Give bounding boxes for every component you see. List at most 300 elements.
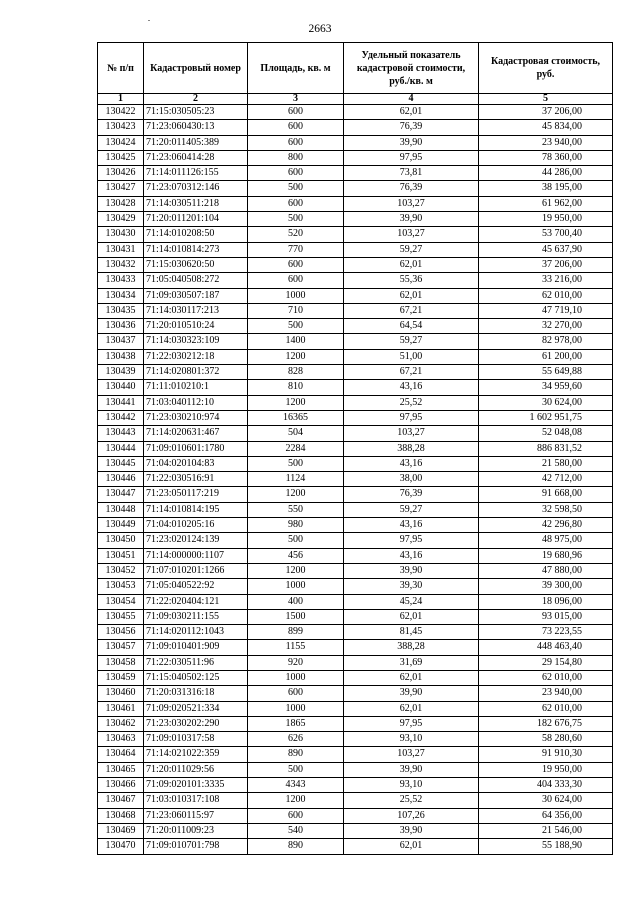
cadastral-value-cell: 19 950,00 bbox=[479, 212, 613, 227]
area-cell: 1000 bbox=[248, 701, 344, 716]
unit-value-cell: 25,52 bbox=[344, 793, 479, 808]
table-row bbox=[98, 288, 613, 303]
area-cell: 500 bbox=[248, 319, 344, 334]
row-number-cell: 130460 bbox=[98, 686, 144, 701]
cadastral-number-cell: 71:20:011201:104 bbox=[144, 212, 248, 227]
table-row bbox=[98, 716, 613, 731]
cadastral-number-cell: 71:03:040112:10 bbox=[144, 395, 248, 410]
area-cell: 600 bbox=[248, 196, 344, 211]
table-row bbox=[98, 502, 613, 517]
area-cell: 600 bbox=[248, 120, 344, 135]
row-number-cell: 130435 bbox=[98, 303, 144, 318]
table-row bbox=[98, 426, 613, 441]
table-row bbox=[98, 257, 613, 272]
cadastral-number-cell: 71:09:010401:909 bbox=[144, 640, 248, 655]
row-number-cell: 130433 bbox=[98, 273, 144, 288]
cadastral-number-cell: 71:20:011029:56 bbox=[144, 762, 248, 777]
table-row bbox=[98, 839, 613, 854]
row-number-cell: 130453 bbox=[98, 579, 144, 594]
table-row bbox=[98, 150, 613, 165]
row-number-cell: 130467 bbox=[98, 793, 144, 808]
table-row bbox=[98, 472, 613, 487]
cadastral-value-cell: 62 010,00 bbox=[479, 670, 613, 685]
cadastral-value-cell: 37 206,00 bbox=[479, 257, 613, 272]
area-cell: 400 bbox=[248, 594, 344, 609]
cadastral-number-cell: 71:07:010201:1266 bbox=[144, 563, 248, 578]
cadastral-number-cell: 71:04:010205:16 bbox=[144, 518, 248, 533]
row-number-cell: 130438 bbox=[98, 349, 144, 364]
area-cell: 980 bbox=[248, 518, 344, 533]
unit-value-cell: 62,01 bbox=[344, 288, 479, 303]
area-cell: 600 bbox=[248, 166, 344, 181]
row-number-cell: 130468 bbox=[98, 808, 144, 823]
table-row bbox=[98, 196, 613, 211]
table-row bbox=[98, 762, 613, 777]
cadastral-value-cell: 61 962,00 bbox=[479, 196, 613, 211]
row-number-cell: 130457 bbox=[98, 640, 144, 655]
table-row bbox=[98, 410, 613, 425]
unit-value-cell: 67,21 bbox=[344, 365, 479, 380]
cadastral-number-cell: 71:09:010317:58 bbox=[144, 732, 248, 747]
cadastral-number-cell: 71:22:030516:91 bbox=[144, 472, 248, 487]
cadastral-number-cell: 71:14:010208:50 bbox=[144, 227, 248, 242]
table-row bbox=[98, 120, 613, 135]
table-row bbox=[98, 365, 613, 380]
cadastral-value-cell: 93 015,00 bbox=[479, 609, 613, 624]
unit-value-cell: 93,10 bbox=[344, 778, 479, 793]
unit-value-cell: 51,00 bbox=[344, 349, 479, 364]
unit-value-cell: 59,27 bbox=[344, 502, 479, 517]
column-number: 5 bbox=[479, 94, 613, 105]
table-row bbox=[98, 456, 613, 471]
area-cell: 1200 bbox=[248, 395, 344, 410]
area-cell: 1500 bbox=[248, 609, 344, 624]
unit-value-cell: 93,10 bbox=[344, 732, 479, 747]
row-number-cell: 130424 bbox=[98, 135, 144, 150]
cadastral-value-cell: 42 712,00 bbox=[479, 472, 613, 487]
row-number-cell: 130450 bbox=[98, 533, 144, 548]
unit-value-cell: 43,16 bbox=[344, 456, 479, 471]
row-number-cell: 130439 bbox=[98, 365, 144, 380]
header-cadastral-number: Кадастровый номер bbox=[144, 43, 248, 94]
row-number-cell: 130452 bbox=[98, 563, 144, 578]
table-row bbox=[98, 548, 613, 563]
table-row bbox=[98, 518, 613, 533]
cadastral-value-cell: 53 700,40 bbox=[479, 227, 613, 242]
column-number-row bbox=[98, 94, 613, 105]
cadastral-value-cell: 62 010,00 bbox=[479, 701, 613, 716]
area-cell: 500 bbox=[248, 181, 344, 196]
cadastral-number-cell: 71:20:010510:24 bbox=[144, 319, 248, 334]
area-cell: 540 bbox=[248, 823, 344, 838]
unit-value-cell: 39,90 bbox=[344, 762, 479, 777]
unit-value-cell: 62,01 bbox=[344, 701, 479, 716]
unit-value-cell: 62,01 bbox=[344, 257, 479, 272]
row-number-cell: 130447 bbox=[98, 487, 144, 502]
unit-value-cell: 45,24 bbox=[344, 594, 479, 609]
row-number-cell: 130427 bbox=[98, 181, 144, 196]
cadastral-number-cell: 71:09:030507:187 bbox=[144, 288, 248, 303]
cadastral-number-cell: 71:14:021022:359 bbox=[144, 747, 248, 762]
cadastral-number-cell: 71:14:030117:213 bbox=[144, 303, 248, 318]
area-cell: 626 bbox=[248, 732, 344, 747]
unit-value-cell: 388,28 bbox=[344, 441, 479, 456]
unit-value-cell: 107,26 bbox=[344, 808, 479, 823]
cadastral-number-cell: 71:20:011009:23 bbox=[144, 823, 248, 838]
cadastral-value-cell: 47 719,10 bbox=[479, 303, 613, 318]
cadastral-number-cell: 71:04:020104:83 bbox=[144, 456, 248, 471]
unit-value-cell: 39,30 bbox=[344, 579, 479, 594]
table-row bbox=[98, 823, 613, 838]
unit-value-cell: 39,90 bbox=[344, 823, 479, 838]
unit-value-cell: 76,39 bbox=[344, 181, 479, 196]
cadastral-number-cell: 71:22:020404:121 bbox=[144, 594, 248, 609]
column-number: 1 bbox=[98, 94, 144, 105]
header-area: Площадь, кв. м bbox=[248, 43, 344, 94]
cadastral-number-cell: 71:20:031316:18 bbox=[144, 686, 248, 701]
unit-value-cell: 39,90 bbox=[344, 135, 479, 150]
cadastral-number-cell: 71:23:050117:219 bbox=[144, 487, 248, 502]
unit-value-cell: 62,01 bbox=[344, 670, 479, 685]
row-number-cell: 130451 bbox=[98, 548, 144, 563]
cadastral-value-cell: 91 668,00 bbox=[479, 487, 613, 502]
table-row bbox=[98, 701, 613, 716]
unit-value-cell: 39,90 bbox=[344, 212, 479, 227]
area-cell: 4343 bbox=[248, 778, 344, 793]
cadastral-value-cell: 62 010,00 bbox=[479, 288, 613, 303]
cadastral-value-cell: 33 216,00 bbox=[479, 273, 613, 288]
unit-value-cell: 81,45 bbox=[344, 625, 479, 640]
cadastral-number-cell: 71:14:030323:109 bbox=[144, 334, 248, 349]
row-number-cell: 130469 bbox=[98, 823, 144, 838]
table-row bbox=[98, 227, 613, 242]
cadastral-number-cell: 71:14:020801:372 bbox=[144, 365, 248, 380]
table-row bbox=[98, 670, 613, 685]
row-number-cell: 130425 bbox=[98, 150, 144, 165]
table-row bbox=[98, 487, 613, 502]
table-row bbox=[98, 808, 613, 823]
cadastral-number-cell: 71:23:060430:13 bbox=[144, 120, 248, 135]
cadastral-value-cell: 18 096,00 bbox=[479, 594, 613, 609]
unit-value-cell: 59,27 bbox=[344, 242, 479, 257]
cadastral-value-cell: 23 940,00 bbox=[479, 686, 613, 701]
row-number-cell: 130434 bbox=[98, 288, 144, 303]
unit-value-cell: 38,00 bbox=[344, 472, 479, 487]
cadastral-value-cell: 82 978,00 bbox=[479, 334, 613, 349]
unit-value-cell: 73,81 bbox=[344, 166, 479, 181]
table-row bbox=[98, 273, 613, 288]
unit-value-cell: 64,54 bbox=[344, 319, 479, 334]
cadastral-value-cell: 58 280,60 bbox=[479, 732, 613, 747]
area-cell: 600 bbox=[248, 273, 344, 288]
page-number: 2663 bbox=[308, 23, 332, 35]
row-number-cell: 130465 bbox=[98, 762, 144, 777]
row-number-cell: 130462 bbox=[98, 716, 144, 731]
area-cell: 770 bbox=[248, 242, 344, 257]
cadastral-number-cell: 71:11:010210:1 bbox=[144, 380, 248, 395]
unit-value-cell: 103,27 bbox=[344, 426, 479, 441]
cadastral-value-cell: 886 831,52 bbox=[479, 441, 613, 456]
header-unit-value: Удельный показатель кадастровой стоимости, руб./кв. м bbox=[344, 43, 479, 94]
cadastral-number-cell: 71:23:030202:290 bbox=[144, 716, 248, 731]
table-row bbox=[98, 640, 613, 655]
area-cell: 810 bbox=[248, 380, 344, 395]
row-number-cell: 130464 bbox=[98, 747, 144, 762]
unit-value-cell: 31,69 bbox=[344, 655, 479, 670]
cadastral-value-cell: 39 300,00 bbox=[479, 579, 613, 594]
table-row bbox=[98, 380, 613, 395]
table-row bbox=[98, 166, 613, 181]
table-row bbox=[98, 441, 613, 456]
row-number-cell: 130430 bbox=[98, 227, 144, 242]
table-row bbox=[98, 105, 613, 120]
unit-value-cell: 43,16 bbox=[344, 518, 479, 533]
cadastral-value-cell: 32 598,50 bbox=[479, 502, 613, 517]
unit-value-cell: 62,01 bbox=[344, 609, 479, 624]
table-row bbox=[98, 625, 613, 640]
table-row bbox=[98, 609, 613, 624]
cadastral-value-cell: 19 950,00 bbox=[479, 762, 613, 777]
cadastral-table bbox=[97, 42, 613, 855]
row-number-cell: 130463 bbox=[98, 732, 144, 747]
area-cell: 500 bbox=[248, 533, 344, 548]
table-row bbox=[98, 686, 613, 701]
header-cadastral-value: Кадастровая стоимость, руб. bbox=[479, 43, 613, 94]
unit-value-cell: 103,27 bbox=[344, 227, 479, 242]
cadastral-value-cell: 45 834,00 bbox=[479, 120, 613, 135]
unit-value-cell: 59,27 bbox=[344, 334, 479, 349]
table-row bbox=[98, 395, 613, 410]
area-cell: 1865 bbox=[248, 716, 344, 731]
cadastral-value-cell: 47 880,00 bbox=[479, 563, 613, 578]
row-number-cell: 130454 bbox=[98, 594, 144, 609]
area-cell: 500 bbox=[248, 212, 344, 227]
table-row bbox=[98, 793, 613, 808]
cadastral-value-cell: 23 940,00 bbox=[479, 135, 613, 150]
cadastral-number-cell: 71:15:030505:23 bbox=[144, 105, 248, 120]
unit-value-cell: 39,90 bbox=[344, 686, 479, 701]
cadastral-number-cell: 71:23:060115:97 bbox=[144, 808, 248, 823]
cadastral-value-cell: 21 580,00 bbox=[479, 456, 613, 471]
scan-mark bbox=[148, 20, 150, 21]
row-number-cell: 130436 bbox=[98, 319, 144, 334]
header-row bbox=[98, 43, 613, 94]
cadastral-number-cell: 71:09:030211:155 bbox=[144, 609, 248, 624]
cadastral-number-cell: 71:09:020101:3335 bbox=[144, 778, 248, 793]
table-row bbox=[98, 349, 613, 364]
cadastral-number-cell: 71:14:000000:1107 bbox=[144, 548, 248, 563]
cadastral-number-cell: 71:05:040508:272 bbox=[144, 273, 248, 288]
row-number-cell: 130466 bbox=[98, 778, 144, 793]
row-number-cell: 130441 bbox=[98, 395, 144, 410]
area-cell: 1155 bbox=[248, 640, 344, 655]
area-cell: 800 bbox=[248, 150, 344, 165]
row-number-cell: 130458 bbox=[98, 655, 144, 670]
table-row bbox=[98, 655, 613, 670]
row-number-cell: 130426 bbox=[98, 166, 144, 181]
row-number-cell: 130455 bbox=[98, 609, 144, 624]
cadastral-value-cell: 32 270,00 bbox=[479, 319, 613, 334]
area-cell: 1124 bbox=[248, 472, 344, 487]
cadastral-number-cell: 71:09:010601:1780 bbox=[144, 441, 248, 456]
cadastral-number-cell: 71:14:020631:467 bbox=[144, 426, 248, 441]
cadastral-value-cell: 182 676,75 bbox=[479, 716, 613, 731]
cadastral-number-cell: 71:09:010701:798 bbox=[144, 839, 248, 854]
area-cell: 504 bbox=[248, 426, 344, 441]
unit-value-cell: 103,27 bbox=[344, 747, 479, 762]
cadastral-number-cell: 71:23:070312:146 bbox=[144, 181, 248, 196]
cadastral-value-cell: 38 195,00 bbox=[479, 181, 613, 196]
row-number-cell: 130423 bbox=[98, 120, 144, 135]
table-row bbox=[98, 319, 613, 334]
cadastral-value-cell: 404 333,30 bbox=[479, 778, 613, 793]
cadastral-value-cell: 37 206,00 bbox=[479, 105, 613, 120]
table-row bbox=[98, 594, 613, 609]
row-number-cell: 130431 bbox=[98, 242, 144, 257]
table-row bbox=[98, 242, 613, 257]
cadastral-number-cell: 71:05:040522:92 bbox=[144, 579, 248, 594]
row-number-cell: 130445 bbox=[98, 456, 144, 471]
cadastral-value-cell: 30 624,00 bbox=[479, 395, 613, 410]
header-row-number: № п/п bbox=[98, 43, 144, 94]
table-row bbox=[98, 334, 613, 349]
cadastral-value-cell: 21 546,00 bbox=[479, 823, 613, 838]
row-number-cell: 130442 bbox=[98, 410, 144, 425]
table-row bbox=[98, 778, 613, 793]
cadastral-number-cell: 71:14:020112:1043 bbox=[144, 625, 248, 640]
cadastral-value-cell: 91 910,30 bbox=[479, 747, 613, 762]
cadastral-number-cell: 71:23:030210:974 bbox=[144, 410, 248, 425]
row-number-cell: 130470 bbox=[98, 839, 144, 854]
table-row bbox=[98, 747, 613, 762]
cadastral-number-cell: 71:15:030620:50 bbox=[144, 257, 248, 272]
area-cell: 600 bbox=[248, 257, 344, 272]
table-row bbox=[98, 533, 613, 548]
column-number: 2 bbox=[144, 94, 248, 105]
table-row bbox=[98, 732, 613, 747]
area-cell: 890 bbox=[248, 747, 344, 762]
area-cell: 1000 bbox=[248, 579, 344, 594]
cadastral-value-cell: 55 188,90 bbox=[479, 839, 613, 854]
row-number-cell: 130428 bbox=[98, 196, 144, 211]
table-row bbox=[98, 563, 613, 578]
unit-value-cell: 62,01 bbox=[344, 839, 479, 854]
cadastral-number-cell: 71:23:020124:139 bbox=[144, 533, 248, 548]
cadastral-value-cell: 61 200,00 bbox=[479, 349, 613, 364]
row-number-cell: 130422 bbox=[98, 105, 144, 120]
row-number-cell: 130456 bbox=[98, 625, 144, 640]
column-number: 4 bbox=[344, 94, 479, 105]
area-cell: 890 bbox=[248, 839, 344, 854]
unit-value-cell: 76,39 bbox=[344, 120, 479, 135]
table-row bbox=[98, 303, 613, 318]
cadastral-value-cell: 44 286,00 bbox=[479, 166, 613, 181]
cadastral-value-cell: 45 637,90 bbox=[479, 242, 613, 257]
row-number-cell: 130440 bbox=[98, 380, 144, 395]
area-cell: 828 bbox=[248, 365, 344, 380]
unit-value-cell: 39,90 bbox=[344, 563, 479, 578]
row-number-cell: 130448 bbox=[98, 502, 144, 517]
cadastral-number-cell: 71:23:060414:28 bbox=[144, 150, 248, 165]
area-cell: 600 bbox=[248, 135, 344, 150]
unit-value-cell: 97,95 bbox=[344, 533, 479, 548]
area-cell: 500 bbox=[248, 762, 344, 777]
area-cell: 2284 bbox=[248, 441, 344, 456]
area-cell: 899 bbox=[248, 625, 344, 640]
unit-value-cell: 97,95 bbox=[344, 410, 479, 425]
cadastral-value-cell: 55 649,88 bbox=[479, 365, 613, 380]
cadastral-number-cell: 71:14:010814:273 bbox=[144, 242, 248, 257]
unit-value-cell: 97,95 bbox=[344, 716, 479, 731]
unit-value-cell: 76,39 bbox=[344, 487, 479, 502]
cadastral-number-cell: 71:03:010317:108 bbox=[144, 793, 248, 808]
cadastral-value-cell: 19 680,96 bbox=[479, 548, 613, 563]
area-cell: 1000 bbox=[248, 670, 344, 685]
unit-value-cell: 97,95 bbox=[344, 150, 479, 165]
area-cell: 456 bbox=[248, 548, 344, 563]
unit-value-cell: 67,21 bbox=[344, 303, 479, 318]
cadastral-number-cell: 71:09:020521:334 bbox=[144, 701, 248, 716]
area-cell: 710 bbox=[248, 303, 344, 318]
cadastral-value-cell: 30 624,00 bbox=[479, 793, 613, 808]
cadastral-value-cell: 52 048,08 bbox=[479, 426, 613, 441]
cadastral-value-cell: 73 223,55 bbox=[479, 625, 613, 640]
cadastral-value-cell: 34 959,60 bbox=[479, 380, 613, 395]
cadastral-number-cell: 71:14:011126:155 bbox=[144, 166, 248, 181]
area-cell: 550 bbox=[248, 502, 344, 517]
cadastral-value-cell: 78 360,00 bbox=[479, 150, 613, 165]
cadastral-number-cell: 71:20:011405:389 bbox=[144, 135, 248, 150]
cadastral-number-cell: 71:14:030511:218 bbox=[144, 196, 248, 211]
area-cell: 1000 bbox=[248, 288, 344, 303]
row-number-cell: 130459 bbox=[98, 670, 144, 685]
row-number-cell: 130432 bbox=[98, 257, 144, 272]
area-cell: 920 bbox=[248, 655, 344, 670]
cadastral-value-cell: 42 296,80 bbox=[479, 518, 613, 533]
unit-value-cell: 43,16 bbox=[344, 548, 479, 563]
row-number-cell: 130437 bbox=[98, 334, 144, 349]
area-cell: 1400 bbox=[248, 334, 344, 349]
area-cell: 520 bbox=[248, 227, 344, 242]
area-cell: 600 bbox=[248, 686, 344, 701]
area-cell: 16365 bbox=[248, 410, 344, 425]
row-number-cell: 130446 bbox=[98, 472, 144, 487]
cadastral-value-cell: 448 463,40 bbox=[479, 640, 613, 655]
row-number-cell: 130444 bbox=[98, 441, 144, 456]
cadastral-number-cell: 71:14:010814:195 bbox=[144, 502, 248, 517]
unit-value-cell: 25,52 bbox=[344, 395, 479, 410]
table-row bbox=[98, 579, 613, 594]
unit-value-cell: 103,27 bbox=[344, 196, 479, 211]
area-cell: 1200 bbox=[248, 487, 344, 502]
cadastral-value-cell: 64 356,00 bbox=[479, 808, 613, 823]
row-number-cell: 130429 bbox=[98, 212, 144, 227]
area-cell: 600 bbox=[248, 105, 344, 120]
cadastral-value-cell: 48 975,00 bbox=[479, 533, 613, 548]
cadastral-number-cell: 71:22:030212:18 bbox=[144, 349, 248, 364]
area-cell: 1200 bbox=[248, 793, 344, 808]
row-number-cell: 130449 bbox=[98, 518, 144, 533]
table-row bbox=[98, 181, 613, 196]
row-number-cell: 130443 bbox=[98, 426, 144, 441]
unit-value-cell: 388,28 bbox=[344, 640, 479, 655]
table-row bbox=[98, 135, 613, 150]
cadastral-value-cell: 29 154,80 bbox=[479, 655, 613, 670]
cadastral-number-cell: 71:15:040502:125 bbox=[144, 670, 248, 685]
table-row bbox=[98, 212, 613, 227]
area-cell: 1200 bbox=[248, 349, 344, 364]
area-cell: 1200 bbox=[248, 563, 344, 578]
